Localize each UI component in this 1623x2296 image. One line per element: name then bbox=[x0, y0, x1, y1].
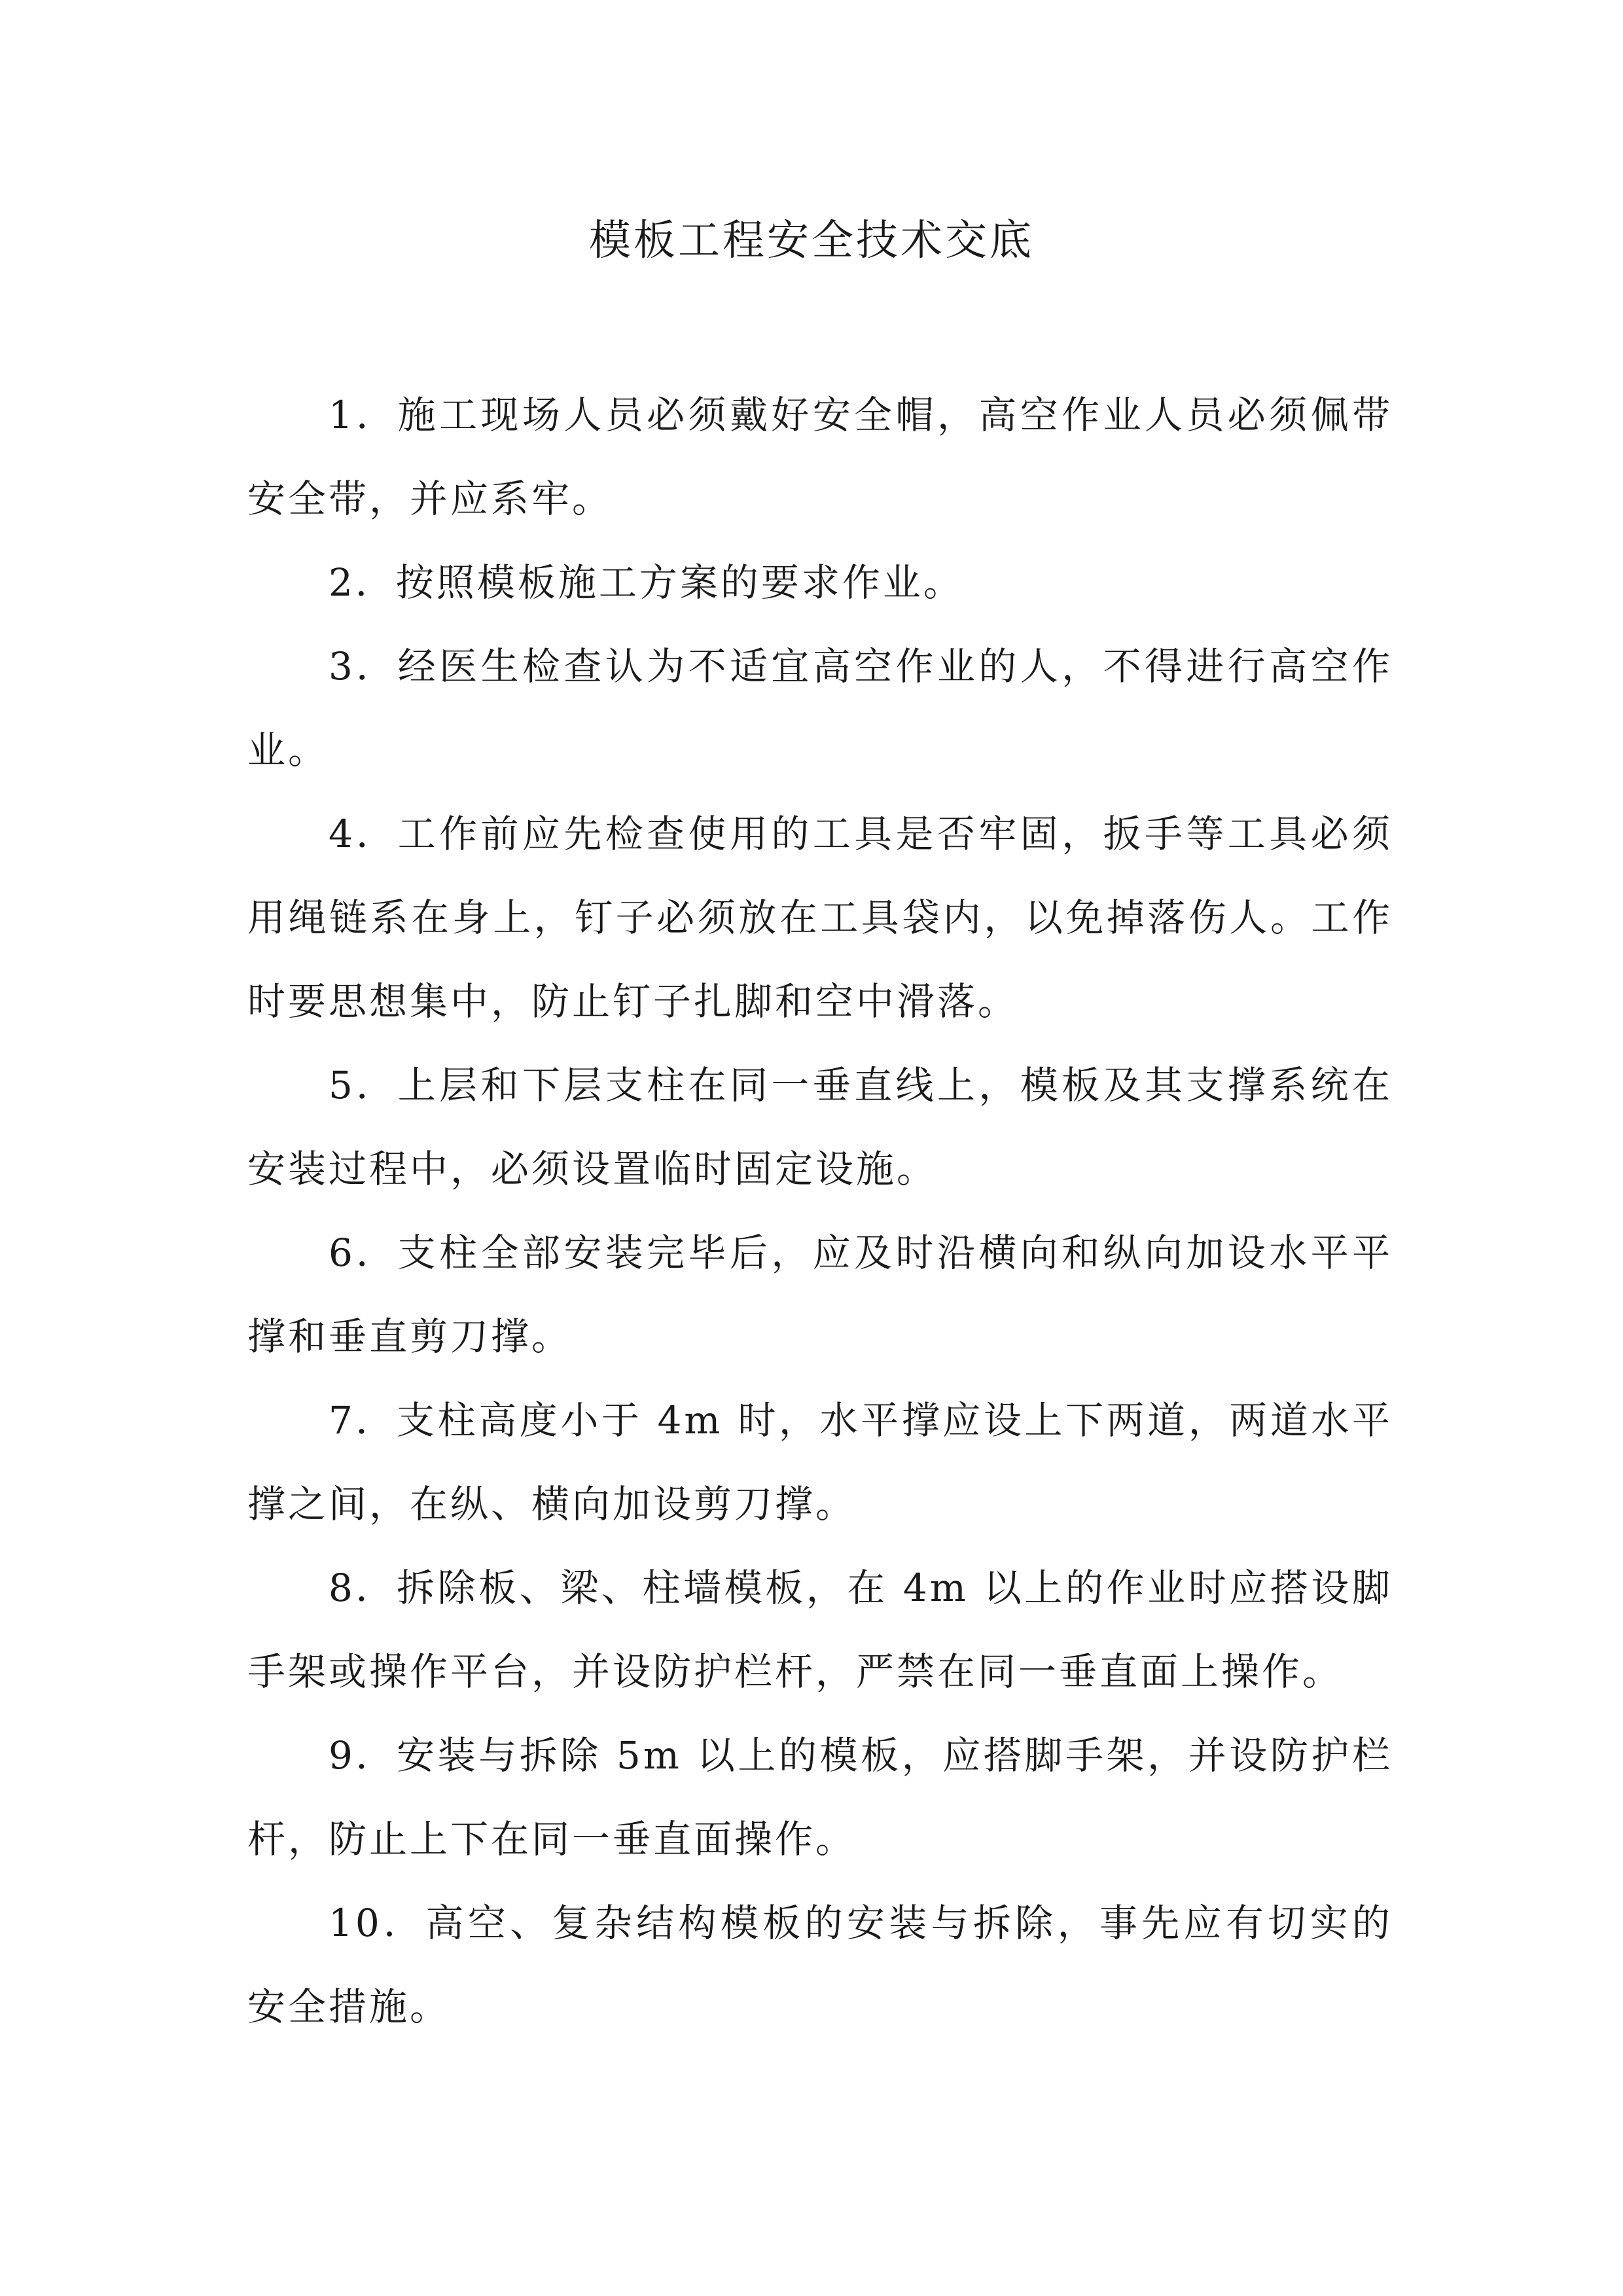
paragraph-6: 6．支柱全部安装完毕后，应及时沿横向和纵向加设水平平撑和垂直剪刀撑。 bbox=[247, 1230, 1393, 1359]
paragraph-2: 2．按照模板施工方案的要求作业。 bbox=[329, 560, 964, 605]
paragraph-8: 8．拆除板、梁、柱墙模板，在 4m 以上的作业时应搭设脚手架或操作平台，并设防护栏杆，严禁在同一垂直面上操作。 bbox=[247, 1566, 1393, 1694]
paragraph-9: 9．安装与拆除 5m 以上的模板，应搭脚手架，并设防护栏杆，防止上下在同一垂直面操作。 bbox=[247, 1733, 1393, 1861]
document-body bbox=[247, 373, 1393, 2049]
paragraph-4: 4．工作前应先检查使用的工具是否牢固，扳手等工具必须用绳链系在身上，钉子必须放在工具袋内，以免掉落伤人。工作时要思想集中，防止钉子扎脚和空中滑落。 bbox=[247, 812, 1393, 1024]
paragraph-7: 7．支柱高度小于 4m 时，水平撑应设上下两道，两道水平撑之间，在纵、横向加设剪刀撑。 bbox=[247, 1398, 1393, 1526]
paragraph-1: 1．施工现场人员必须戴好安全帽，高空作业人员必须佩带安全带，并应系牢。 bbox=[247, 393, 1393, 521]
document-title: 模板工程安全技术交底 bbox=[589, 217, 1034, 265]
paragraph-10: 10．高空、复杂结构模板的安装与拆除，事先应有切实的安全措施。 bbox=[247, 1901, 1393, 2029]
paragraph-3: 3．经医生检查认为不适宜高空作业的人，不得进行高空作业。 bbox=[247, 644, 1393, 772]
paragraph-5: 5．上层和下层支柱在同一垂直线上，模板及其支撑系统在安装过程中，必须设置临时固定设施。 bbox=[247, 1063, 1393, 1191]
